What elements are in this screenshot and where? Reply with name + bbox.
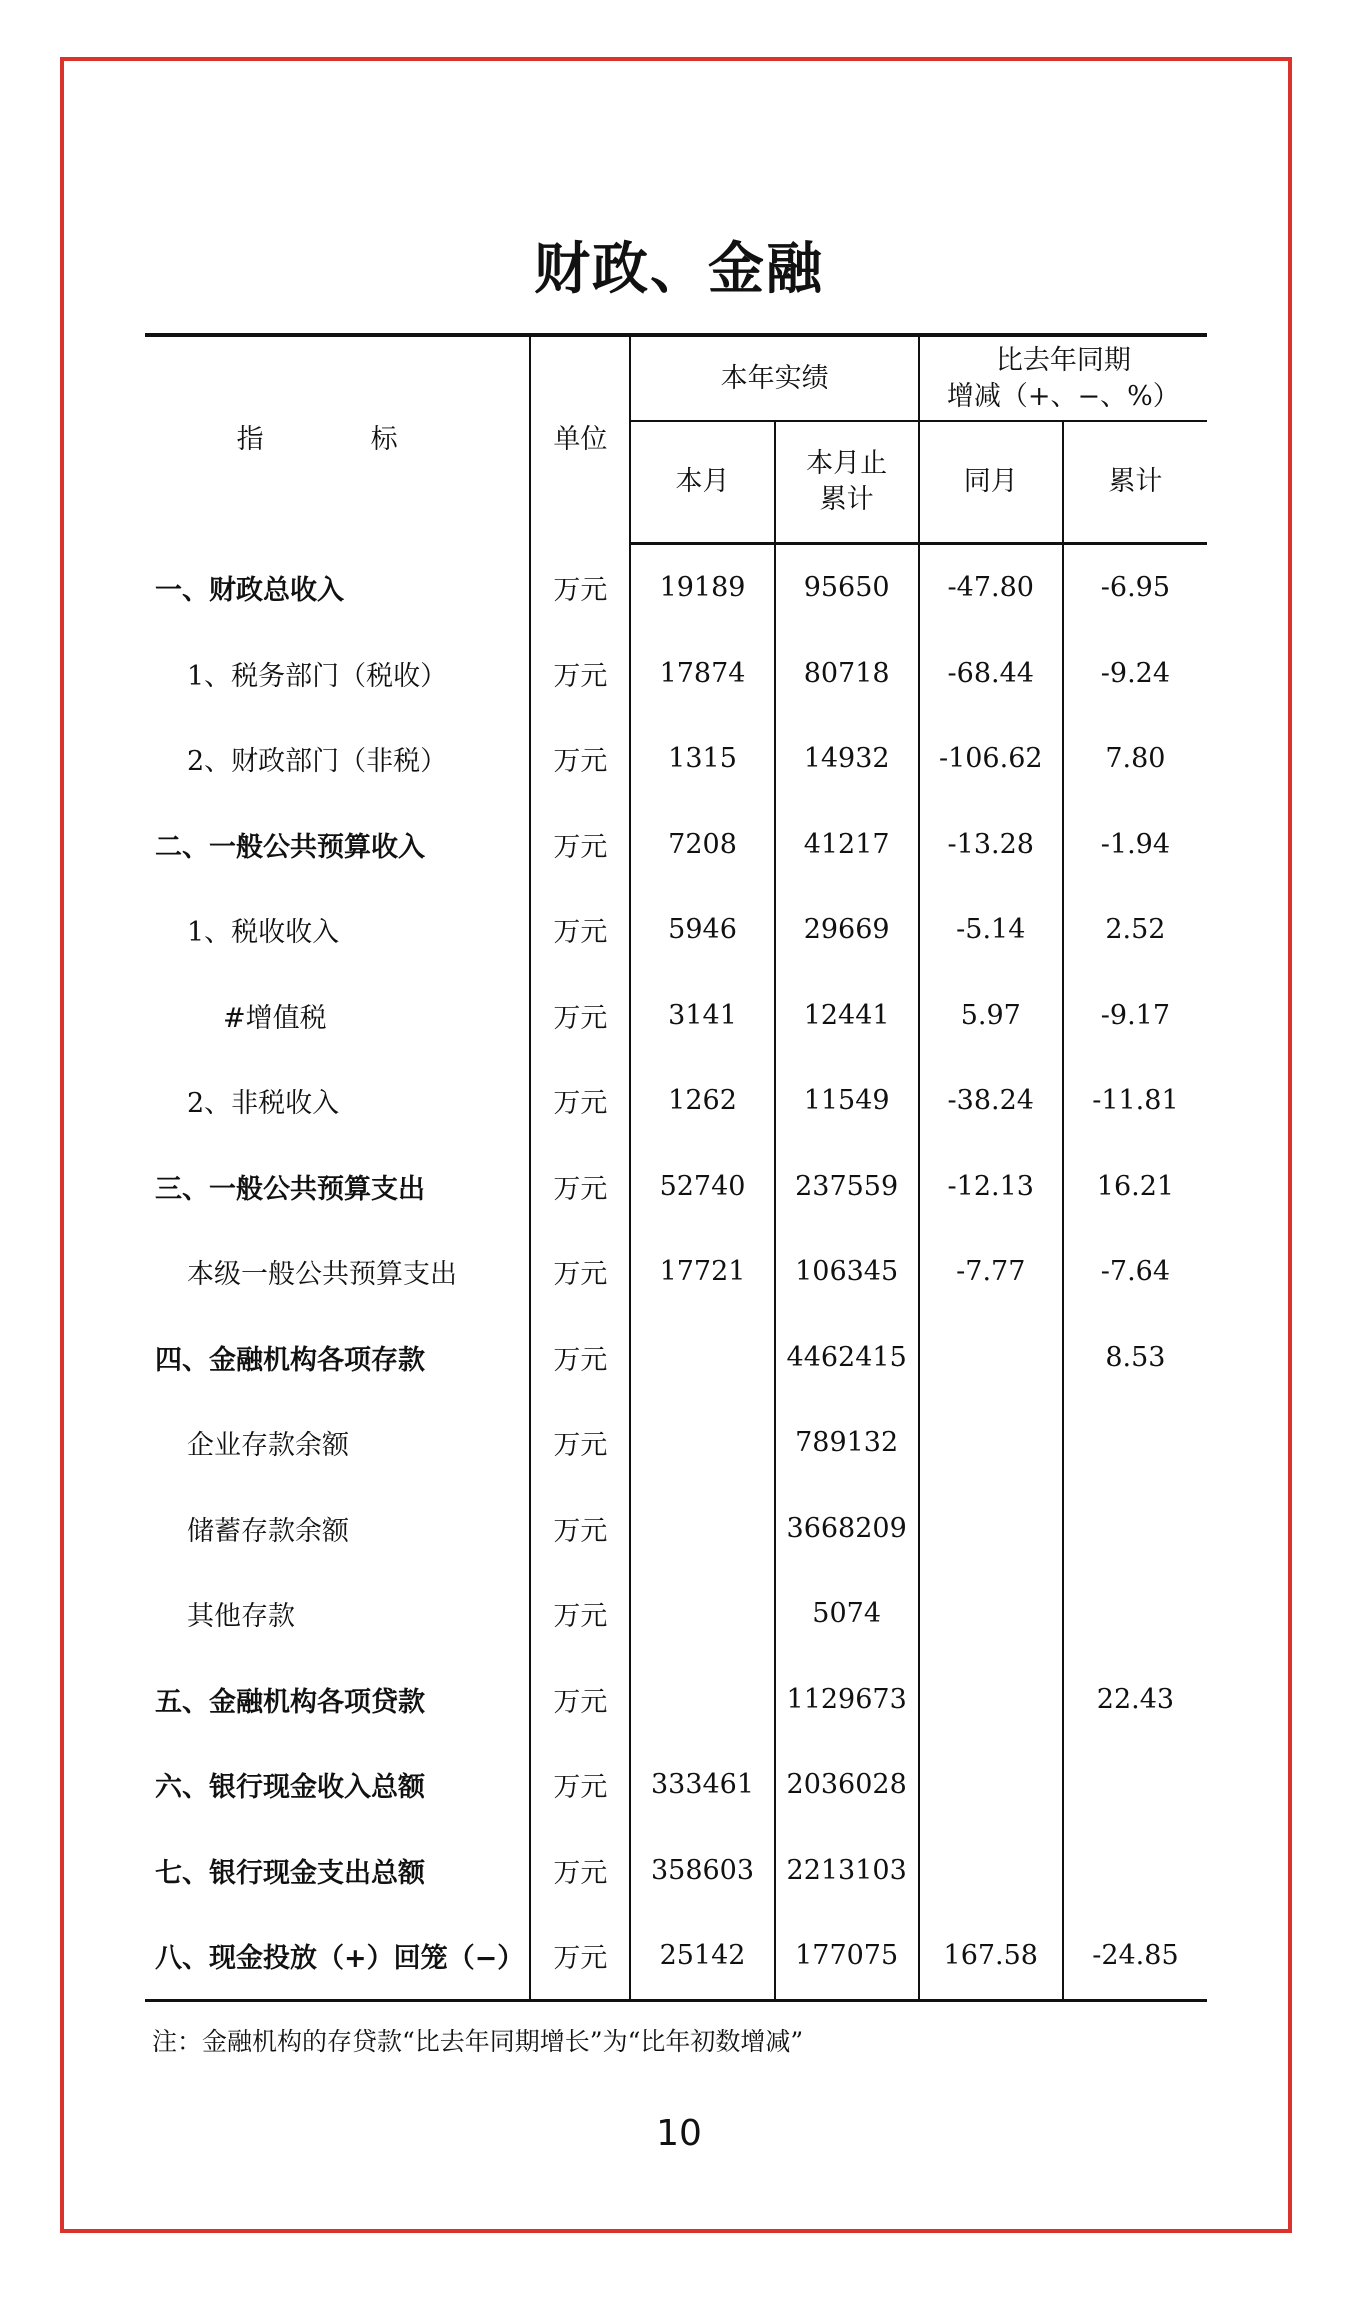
row-month-value: 1262 (630, 1058, 774, 1144)
table-row (145, 1400, 1207, 1486)
row-indicator: 1、税收收入 (187, 917, 340, 949)
row-yoy-month-value (919, 1400, 1063, 1486)
row-ytd-value: 789132 (775, 1400, 919, 1486)
header-month: 本月 (630, 421, 774, 544)
row-indicator: 本级一般公共预算支出 (187, 1259, 457, 1291)
row-yoy-month-value: -38.24 (919, 1058, 1063, 1144)
row-ytd-value: 237559 (775, 1144, 919, 1230)
row-indicator: 2、非税收入 (187, 1088, 340, 1120)
row-indicator: 一、财政总收入 (155, 574, 344, 606)
row-month-value: 358603 (630, 1828, 774, 1914)
row-month-value: 333461 (630, 1742, 774, 1828)
row-yoy-cumulative-value: -1.94 (1063, 802, 1207, 888)
row-month-value: 5946 (630, 887, 774, 973)
header-ytd (775, 421, 919, 544)
row-indicator: 储蓄存款余额 (187, 1515, 349, 1547)
row-ytd-value: 2213103 (775, 1828, 919, 1914)
row-yoy-month-value: -47.80 (919, 544, 1063, 631)
row-indicator: 其他存款 (187, 1601, 295, 1633)
row-unit: 万元 (530, 1229, 630, 1315)
header-indicator: 指 标 (145, 335, 530, 544)
row-month-value (630, 1400, 774, 1486)
row-indicator: 三、一般公共预算支出 (155, 1173, 425, 1205)
row-yoy-month-value: -12.13 (919, 1144, 1063, 1230)
row-yoy-month-value (919, 1315, 1063, 1401)
row-ytd-value: 12441 (775, 973, 919, 1059)
row-month-value (630, 1486, 774, 1572)
row-yoy-cumulative-value: 7.80 (1063, 716, 1207, 802)
row-unit: 万元 (530, 1913, 630, 2000)
header-change-line2: 增减（+、−、%） (946, 380, 1180, 412)
table-row (145, 802, 1207, 888)
row-month-value: 17721 (630, 1229, 774, 1315)
row-unit: 万元 (530, 1144, 630, 1230)
table-row (145, 631, 1207, 717)
table-row (145, 973, 1207, 1059)
row-yoy-cumulative-value: -7.64 (1063, 1229, 1207, 1315)
row-unit: 万元 (530, 1400, 630, 1486)
row-month-value: 25142 (630, 1913, 774, 2000)
row-month-value: 52740 (630, 1144, 774, 1230)
row-indicator: 六、银行现金收入总额 (155, 1772, 425, 1804)
row-indicator: 1、税务部门（税收） (187, 660, 448, 692)
row-ytd-value: 177075 (775, 1913, 919, 2000)
table-row (145, 1571, 1207, 1657)
table-row (145, 1657, 1207, 1743)
page-title: 财政、金融 (534, 237, 824, 302)
stats-table (145, 333, 1207, 2002)
row-unit: 万元 (530, 802, 630, 888)
row-unit: 万元 (530, 1828, 630, 1914)
row-ytd-value: 41217 (775, 802, 919, 888)
row-unit: 万元 (530, 1571, 630, 1657)
row-month-value (630, 1657, 774, 1743)
row-yoy-month-value (919, 1828, 1063, 1914)
row-month-value: 1315 (630, 716, 774, 802)
row-unit: 万元 (530, 544, 630, 631)
row-unit: 万元 (530, 1058, 630, 1144)
table-row (145, 716, 1207, 802)
header-same-month: 同月 (919, 421, 1063, 544)
row-ytd-value: 4462415 (775, 1315, 919, 1401)
table-row (145, 1315, 1207, 1401)
row-ytd-value: 11549 (775, 1058, 919, 1144)
row-indicator: 五、金融机构各项贷款 (155, 1686, 425, 1718)
row-ytd-value: 14932 (775, 716, 919, 802)
row-indicator: 二、一般公共预算收入 (155, 831, 425, 863)
table-row (145, 1144, 1207, 1230)
row-yoy-month-value: -7.77 (919, 1229, 1063, 1315)
row-indicator: #增值税 (223, 1002, 327, 1034)
row-yoy-cumulative-value: 2.52 (1063, 887, 1207, 973)
table-row (145, 1229, 1207, 1315)
row-yoy-cumulative-value: 16.21 (1063, 1144, 1207, 1230)
header-cumulative: 累计 (1063, 421, 1207, 544)
row-month-value (630, 1315, 774, 1401)
row-unit: 万元 (530, 1742, 630, 1828)
row-yoy-month-value: -106.62 (919, 716, 1063, 802)
row-yoy-cumulative-value: 22.43 (1063, 1657, 1207, 1743)
row-indicator: 八、现金投放（+）回笼（−） (145, 1913, 530, 2000)
row-unit: 万元 (530, 1486, 630, 1572)
row-ytd-value: 2036028 (775, 1742, 919, 1828)
row-yoy-month-value: -5.14 (919, 887, 1063, 973)
header-actual-group: 本年实绩 (630, 335, 918, 421)
table-row (145, 1058, 1207, 1144)
row-yoy-cumulative-value (1063, 1828, 1207, 1914)
row-month-value: 3141 (630, 973, 774, 1059)
row-yoy-cumulative-value: 8.53 (1063, 1315, 1207, 1401)
row-yoy-cumulative-value (1063, 1571, 1207, 1657)
row-yoy-month-value (919, 1486, 1063, 1572)
table-row (145, 544, 1207, 631)
row-yoy-cumulative-value (1063, 1486, 1207, 1572)
footnote: 注：金融机构的存贷款“比去年同期增长”为“比年初数增减” (152, 2027, 804, 2056)
row-month-value: 17874 (630, 631, 774, 717)
row-unit: 万元 (530, 631, 630, 717)
row-month-value: 19189 (630, 544, 774, 631)
row-yoy-month-value: 167.58 (919, 1913, 1063, 2000)
row-yoy-month-value: 5.97 (919, 973, 1063, 1059)
row-unit: 万元 (530, 1657, 630, 1743)
row-yoy-cumulative-value: -9.24 (1063, 631, 1207, 717)
table-row (145, 1486, 1207, 1572)
table-row (145, 1913, 1207, 2000)
row-yoy-cumulative-value: -6.95 (1063, 544, 1207, 631)
header-change-line1: 比去年同期 (995, 344, 1131, 376)
table-row (145, 1742, 1207, 1828)
row-yoy-month-value (919, 1742, 1063, 1828)
row-unit: 万元 (530, 1315, 630, 1401)
row-ytd-value: 80718 (775, 631, 919, 717)
header-unit: 单位 (530, 335, 630, 544)
page-number: 10 (656, 2113, 702, 2154)
row-yoy-cumulative-value: -11.81 (1063, 1058, 1207, 1144)
row-ytd-value: 106345 (775, 1229, 919, 1315)
row-indicator: 四、金融机构各项存款 (155, 1344, 425, 1376)
table-row (145, 887, 1207, 973)
row-yoy-month-value (919, 1657, 1063, 1743)
row-yoy-month-value (919, 1571, 1063, 1657)
row-unit: 万元 (530, 887, 630, 973)
row-ytd-value: 1129673 (775, 1657, 919, 1743)
row-yoy-cumulative-value (1063, 1742, 1207, 1828)
row-ytd-value: 3668209 (775, 1486, 919, 1572)
header-change-group (919, 335, 1207, 421)
table-row (145, 1828, 1207, 1914)
row-indicator: 2、财政部门（非税） (187, 746, 448, 778)
header-ytd-line1: 本月止 (806, 448, 888, 479)
row-ytd-value: 29669 (775, 887, 919, 973)
row-indicator: 七、银行现金支出总额 (155, 1857, 425, 1889)
row-ytd-value: 95650 (775, 544, 919, 631)
row-yoy-month-value: -13.28 (919, 802, 1063, 888)
row-yoy-cumulative-value (1063, 1400, 1207, 1486)
header-ytd-line2: 累计 (819, 484, 874, 515)
row-month-value: 7208 (630, 802, 774, 888)
row-yoy-cumulative-value: -9.17 (1063, 973, 1207, 1059)
row-yoy-cumulative-value: -24.85 (1063, 1913, 1207, 2000)
row-ytd-value: 5074 (775, 1571, 919, 1657)
row-unit: 万元 (530, 973, 630, 1059)
row-month-value (630, 1571, 774, 1657)
row-indicator: 企业存款余额 (187, 1430, 349, 1462)
row-yoy-month-value: -68.44 (919, 631, 1063, 717)
row-unit: 万元 (530, 716, 630, 802)
